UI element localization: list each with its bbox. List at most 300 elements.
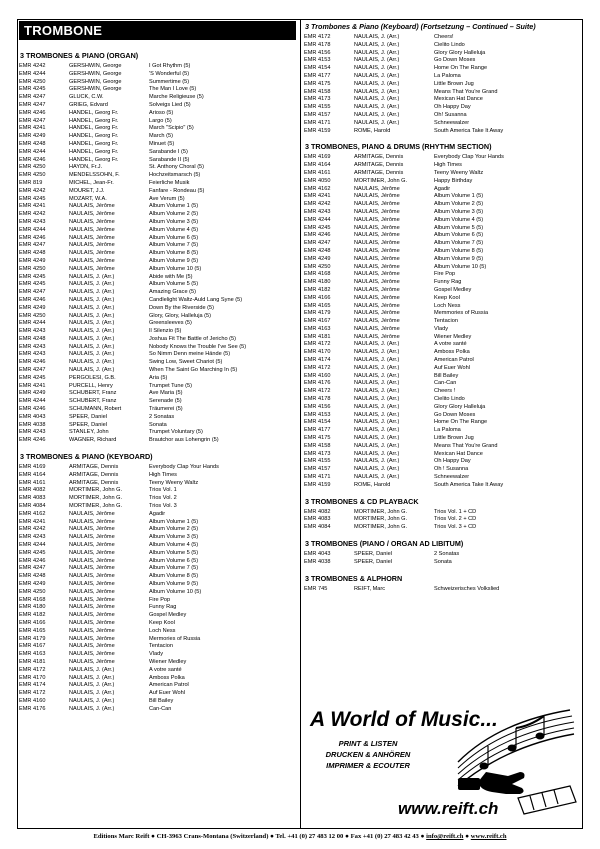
work-title: Album Volume 10 (5): [149, 588, 202, 595]
catalog-number: EMR 4245: [19, 549, 46, 556]
catalog-row: [19, 196, 296, 204]
catalog-row: [19, 651, 296, 659]
work-title: Album Volume 9 (5): [149, 581, 199, 587]
catalog-number: EMR 4180: [19, 604, 46, 611]
composer-name: NAULAIS, Jérôme: [69, 250, 115, 257]
work-title: Auf Euer Wohl: [149, 690, 185, 697]
composer-name: NAULAIS, J. (Arr.): [69, 351, 115, 358]
catalog-row: [304, 209, 581, 217]
composer-name: NAULAIS, Jérôme: [69, 635, 115, 642]
catalog-number: EMR 4171: [304, 474, 331, 481]
catalog-number: EMR 4162: [19, 510, 46, 517]
catalog-row: [304, 264, 581, 272]
catalog-number: EMR 4244: [304, 216, 331, 223]
work-title: Trios Vol. 3: [149, 503, 177, 510]
catalog-row: [19, 86, 296, 94]
work-title: Go Down Moses: [434, 57, 476, 64]
catalog-row: [304, 365, 581, 373]
work-title: Funny Rag: [149, 604, 177, 611]
catalog-row: [19, 604, 296, 612]
work-title: South America Take It Away: [434, 127, 504, 134]
catalog-row: [19, 149, 296, 157]
catalog-number: EMR 4172: [304, 34, 331, 40]
work-title: Gospel Medley: [434, 286, 472, 293]
composer-name: NAULAIS, J. (Arr.): [69, 674, 115, 681]
composer-name: NAULAIS, J. (Arr.): [354, 57, 400, 64]
catalog-number: EMR 4178: [304, 41, 331, 48]
composer-name: SPEER, Daniel: [354, 551, 392, 558]
catalog-row: [19, 620, 296, 628]
work-title: Album Volume 4 (5): [149, 542, 199, 549]
composer-name: NAULAIS, J. (Arr.): [354, 119, 400, 126]
work-title: Album Volume 8 (5): [434, 247, 484, 254]
catalog-number: EMR 4084: [304, 524, 331, 531]
catalog-row: [304, 458, 581, 466]
catalog-row: [304, 326, 581, 334]
work-title: Aria (5): [149, 374, 168, 381]
catalog-number: EMR 4247: [304, 240, 331, 247]
catalog-row: [304, 396, 581, 404]
catalog-row: [19, 328, 296, 336]
work-title: Oh Happy Day: [434, 458, 471, 465]
catalog-number: EMR 4172: [19, 666, 46, 673]
composer-name: SPEER, Daniel: [69, 421, 107, 428]
catalog-number: EMR 4242: [19, 187, 46, 194]
catalog-number: EMR 4243: [19, 351, 46, 358]
catalog-number: EMR 4250: [304, 263, 331, 270]
section-title: 3 TROMBONES, PIANO & DRUMS (RHYTHM SECTION): [305, 142, 492, 152]
composer-name: ARMITAGE, Dennis: [354, 162, 404, 169]
work-title: March "Scipio" (5): [149, 125, 194, 132]
catalog-row: [304, 412, 581, 420]
composer-name: NAULAIS, Jérôme: [69, 651, 115, 658]
cursor-hand-icon: [458, 772, 525, 794]
catalog-number: EMR 4158: [304, 88, 331, 95]
composer-name: MORTIMER, John G.: [354, 516, 408, 523]
right-column: [304, 21, 581, 600]
catalog-number: EMR 4173: [304, 450, 331, 457]
catalog-number: EMR 4246: [19, 234, 46, 241]
catalog-row: [304, 524, 581, 532]
catalog-number: EMR 4161: [19, 479, 46, 486]
reift-logo[interactable]: [308, 702, 578, 826]
catalog-number: EMR 4038: [304, 558, 331, 565]
work-title: Amboss Polka: [149, 674, 185, 681]
catalog-number: EMR 4161: [304, 169, 331, 176]
work-title: Marche Religieuse (5): [149, 94, 204, 101]
work-title: South America Take It Away: [434, 481, 504, 488]
composer-name: NAULAIS, J. (Arr.): [354, 364, 400, 371]
catalog-row: [19, 320, 296, 328]
catalog-number: EMR 4172: [304, 388, 331, 395]
catalog-number: EMR 4248: [304, 247, 331, 254]
work-title: Fire Pop: [434, 271, 456, 278]
footer-email-link[interactable]: info@reift.ch: [426, 833, 464, 840]
composer-name: NAULAIS, Jérôme: [354, 201, 400, 208]
work-title: When The Saint Go Marching In (5): [149, 367, 238, 374]
work-title: Vlady: [149, 651, 163, 658]
catalog-number: EMR 819: [19, 179, 43, 186]
catalog-row: [304, 318, 581, 326]
work-title: Mexican Hat Dance: [434, 96, 483, 103]
catalog-number: EMR 4246: [19, 109, 46, 116]
catalog-row: [19, 313, 296, 321]
work-title: Trios Vol. 2: [149, 495, 177, 502]
work-title: Hochzeitsmarsch (5): [149, 172, 201, 179]
catalog-number: EMR 4162: [304, 185, 331, 192]
composer-name: HÄNDEL, Georg Fr.: [69, 125, 119, 132]
catalog-row: [19, 141, 296, 149]
catalog-row: [304, 380, 581, 388]
work-title: Album Volume 2 (5): [149, 211, 199, 218]
catalog-row: [304, 50, 581, 58]
work-title: Means That You're Grand: [434, 442, 498, 449]
work-title: Album Volume 1 (5): [434, 193, 484, 200]
catalog-number: EMR 4172: [19, 690, 46, 697]
catalog-row: [19, 351, 296, 359]
work-title: Can-Can: [149, 705, 172, 712]
composer-name: NAULAIS, J. (Arr.): [69, 359, 115, 366]
catalog-number: EMR 4243: [19, 429, 46, 436]
catalog-number: EMR 4176: [19, 705, 46, 712]
composer-name: NAULAIS, Jérôme: [69, 549, 115, 556]
work-title: Album Volume 4 (5): [149, 226, 199, 233]
catalog-number: EMR 4242: [19, 63, 46, 69]
catalog-row: [19, 110, 296, 118]
work-title: Schweizerisches Volkslied: [434, 585, 500, 592]
work-title: Minuet (5): [149, 140, 175, 147]
work-title: Ave Maria (5): [149, 390, 183, 397]
catalog-number: EMR 4175: [304, 80, 331, 87]
section-title: 3 TROMBONES & ALPHORN: [305, 573, 403, 583]
catalog-number: EMR 4153: [304, 57, 331, 64]
work-title: Album Volume 10 (5): [149, 265, 202, 272]
work-title: Gospel Medley: [149, 612, 187, 619]
catalog-number: EMR 4246: [19, 359, 46, 366]
logo-line-1: PRINT & LISTEN: [338, 739, 398, 748]
composer-name: NAULAIS, Jérôme: [69, 234, 115, 241]
catalog-number: EMR 4154: [304, 65, 331, 72]
catalog-number: EMR 4249: [19, 304, 46, 311]
catalog-number: EMR 4174: [19, 682, 46, 689]
composer-name: NAULAIS, J. (Arr.): [354, 411, 400, 418]
work-title: La Paloma: [434, 72, 461, 79]
work-title: Vlady: [434, 325, 448, 332]
logo-graphic: [308, 702, 578, 826]
catalog-number: EMR 4249: [19, 257, 46, 264]
work-title: Home On The Range: [434, 419, 488, 426]
work-title: Album Volume 2 (5): [149, 526, 199, 533]
catalog-row: [19, 71, 296, 79]
catalog-row: [19, 79, 296, 87]
composer-name: REIFT, Marc: [354, 585, 386, 592]
catalog-row: [19, 219, 296, 227]
work-title: Keep Kool: [434, 294, 460, 301]
work-title: Album Volume 8 (5): [149, 573, 199, 580]
catalog-row: [19, 698, 296, 706]
catalog-row: [19, 367, 296, 375]
catalog-number: EMR 4164: [19, 471, 46, 478]
catalog-number: EMR 4246: [19, 557, 46, 564]
work-title: Down By the Riverside (5): [149, 304, 214, 311]
work-title: Happy Birthday: [434, 177, 473, 184]
catalog-number: EMR 4247: [19, 367, 46, 374]
composer-name: NAULAIS, Jérôme: [69, 542, 115, 549]
catalog-row: [19, 480, 296, 488]
composer-name: NAULAIS, Jérôme: [354, 333, 400, 340]
catalog-number: EMR 4043: [19, 413, 46, 420]
catalog-row: [304, 201, 581, 209]
catalog-number: EMR 4250: [19, 164, 46, 171]
work-title: Album Volume 8 (5): [149, 250, 199, 257]
catalog-row: [19, 398, 296, 406]
composer-name: NAULAIS, Jérôme: [354, 208, 400, 215]
catalog-row: [304, 427, 581, 435]
catalog-number: EMR 4083: [19, 495, 46, 502]
catalog-row: [19, 406, 296, 414]
catalog-number: EMR 4157: [304, 466, 331, 473]
catalog-number: EMR 4247: [19, 94, 46, 101]
composer-name: NAULAIS, J. (Arr.): [354, 80, 400, 87]
footer-separator: ●: [463, 833, 471, 840]
catalog-row: [19, 242, 296, 250]
composer-name: NAULAIS, J. (Arr.): [354, 49, 400, 56]
work-title: American Patrol: [149, 682, 189, 689]
composer-name: NAULAIS, J. (Arr.): [354, 65, 400, 72]
catalog-number: EMR 4175: [304, 435, 331, 442]
work-title: Solveigs Lied (5): [149, 101, 191, 108]
catalog-number: EMR 4156: [304, 403, 331, 410]
composer-name: NAULAIS, J. (Arr.): [354, 435, 400, 442]
work-title: Trios Vol. 2 + CD: [434, 516, 477, 523]
catalog-row: [19, 659, 296, 667]
work-title: Swing Low, Sweet Chariot (5): [149, 359, 223, 366]
catalog-row: [304, 57, 581, 65]
work-title: Cielito Lindo: [434, 41, 465, 48]
catalog-number: EMR 4153: [304, 411, 331, 418]
composer-name: GERSHWIN, George: [69, 70, 122, 77]
composer-name: NAULAIS, Jérôme: [354, 240, 400, 247]
catalog-row: [19, 690, 296, 698]
catalog-row: [19, 422, 296, 430]
catalog-row: [304, 474, 581, 482]
composer-name: NAULAIS, Jérôme: [69, 643, 115, 650]
composer-name: MORTIMER, John G.: [354, 177, 408, 184]
composer-name: NAULAIS, Jérôme: [354, 224, 400, 231]
composer-name: ROME, Harold: [354, 127, 391, 134]
work-title: Bill Bailey: [434, 372, 459, 379]
section-title: 3 Trombones & Piano (Keyboard) (Fortsetzung – Continued – Suite): [305, 22, 536, 31]
catalog-number: EMR 4181: [304, 333, 331, 340]
composer-name: NAULAIS, Jérôme: [354, 216, 400, 223]
composer-name: NAULAIS, J. (Arr.): [354, 34, 400, 40]
composer-name: SCHUMANN, Robert: [69, 406, 122, 413]
catalog-row: [19, 573, 296, 581]
left-column: [19, 21, 296, 721]
composer-name: NAULAIS, J. (Arr.): [69, 296, 115, 303]
work-title: Träumerei (5): [149, 406, 183, 413]
work-title: Nobody Knows the Trouble I've See (5): [149, 343, 247, 350]
catalog-row: [19, 675, 296, 683]
work-title: Sarabande I (5): [149, 148, 188, 155]
catalog-number: EMR 4243: [19, 328, 46, 335]
composer-name: HÄNDEL, Georg Fr.: [69, 148, 119, 155]
catalog-number: EMR 4243: [19, 534, 46, 541]
composer-name: NAULAIS, J. (Arr.): [69, 335, 115, 342]
composer-name: ARMITAGE, Dennis: [69, 464, 119, 471]
catalog-section: [304, 574, 581, 594]
catalog-number: EMR 4247: [19, 289, 46, 296]
composer-name: NAULAIS, Jérôme: [69, 510, 115, 517]
work-title: Schneewalzer: [434, 119, 470, 126]
catalog-row: [304, 509, 581, 517]
catalog-row: [304, 303, 581, 311]
composer-name: GLUCK, C.W.: [69, 94, 104, 101]
work-title: Album Volume 9 (5): [434, 255, 484, 262]
catalog-row: [19, 250, 296, 258]
composer-name: NAULAIS, J. (Arr.): [354, 88, 400, 95]
catalog-row: [304, 279, 581, 287]
catalog-row: [304, 112, 581, 120]
catalog-number: EMR 4243: [19, 218, 46, 225]
work-title: 2 Sonatas: [149, 413, 175, 420]
catalog-row: [19, 429, 296, 437]
composer-name: ARMITAGE, Dennis: [69, 471, 119, 478]
composer-name: NAULAIS, J. (Arr.): [69, 289, 115, 296]
composer-name: NAULAIS, Jérôme: [354, 286, 400, 293]
composer-name: NAULAIS, J. (Arr.): [354, 427, 400, 434]
composer-name: NAULAIS, Jérôme: [69, 596, 115, 603]
work-title: Summertime (5): [149, 78, 190, 85]
catalog-row: [19, 297, 296, 305]
catalog-row: [304, 310, 581, 318]
catalog-row: [304, 240, 581, 248]
catalog-number: EMR 4043: [304, 551, 331, 558]
catalog-number: EMR 4250: [19, 588, 46, 595]
catalog-number: EMR 4249: [19, 390, 46, 397]
catalog-row: [304, 287, 581, 295]
catalog-row: [19, 464, 296, 472]
catalog-number: EMR 4169: [304, 154, 331, 161]
catalog-row: [19, 344, 296, 352]
page-title: TROMBONE: [19, 21, 296, 40]
composer-name: NAULAIS, Jérôme: [354, 279, 400, 286]
section-title: 3 TROMBONES & CD PLAYBACK: [305, 496, 419, 506]
work-title: Amboss Polka: [434, 349, 470, 356]
catalog-number: EMR 4159: [304, 127, 331, 134]
catalog-row: [304, 170, 581, 178]
catalog-row: [304, 96, 581, 104]
composer-name: NAULAIS, J. (Arr.): [354, 388, 400, 395]
catalog-number: EMR 4177: [304, 72, 331, 79]
work-title: A votre santé: [434, 341, 467, 348]
composer-name: NAULAIS, J. (Arr.): [354, 450, 400, 457]
work-title: Album Volume 6 (5): [149, 557, 199, 564]
catalog-number: EMR 4181: [19, 658, 46, 665]
catalog-number: EMR 4180: [304, 279, 331, 286]
catalog-row: [19, 503, 296, 511]
work-title: Tentacion: [434, 318, 458, 325]
catalog-row: [19, 102, 296, 110]
catalog-row: [304, 373, 581, 381]
catalog-number: EMR 4242: [304, 201, 331, 208]
catalog-row: [19, 125, 296, 133]
catalog-number: EMR 4082: [19, 487, 46, 494]
composer-name: MORTIMER, John G.: [354, 524, 408, 531]
work-title: Means That You're Grand: [434, 88, 498, 95]
work-title: Go Down Moses: [434, 411, 476, 418]
composer-name: SPEER, Daniel: [69, 413, 107, 420]
catalog-row: [19, 628, 296, 636]
work-title: Album Volume 3 (5): [149, 218, 199, 225]
catalog-row: [19, 227, 296, 235]
catalog-row: [304, 89, 581, 97]
catalog-number: EMR 4246: [19, 156, 46, 163]
composer-name: NAULAIS, Jérôme: [69, 226, 115, 233]
footer: [0, 833, 600, 840]
composer-name: GERSHWIN, George: [69, 78, 122, 85]
catalog-row: [19, 258, 296, 266]
work-title: Cielito Lindo: [434, 396, 465, 403]
composer-name: NAULAIS, Jérôme: [69, 581, 115, 587]
composer-name: NAULAIS, J. (Arr.): [354, 396, 400, 403]
catalog-section: [19, 452, 296, 714]
catalog-section: [19, 51, 296, 445]
catalog-number: EMR 4242: [19, 526, 46, 533]
catalog-row: [304, 225, 581, 233]
logo-url: www.reift.ch: [398, 799, 499, 818]
work-title: Tentacion: [149, 643, 173, 650]
work-title: Album Volume 7 (5): [149, 242, 199, 249]
work-title: Album Volume 3 (5): [434, 208, 484, 215]
catalog-number: EMR 4249: [19, 581, 46, 587]
work-title: Loch Ness: [434, 302, 461, 309]
composer-name: NAULAIS, Jérôme: [69, 658, 115, 665]
composer-name: NAULAIS, Jérôme: [69, 534, 115, 541]
catalog-number: EMR 4167: [304, 318, 331, 325]
section-title: 3 TROMBONES & PIANO (ORGAN): [20, 51, 139, 60]
work-title: High Times: [434, 162, 462, 169]
work-title: Trios Vol. 3 + CD: [434, 524, 477, 531]
catalog-row: [304, 435, 581, 443]
catalog-row: [19, 281, 296, 289]
composer-name: HAYDN, Fr.J.: [69, 164, 103, 171]
work-title: Album Volume 5 (5): [434, 224, 484, 231]
work-title: Album Volume 1 (5): [149, 203, 199, 210]
catalog-number: EMR 4159: [304, 481, 331, 488]
logo-headline: A World of Music...: [310, 708, 498, 731]
catalog-row: [19, 133, 296, 141]
composer-name: NAULAIS, Jérôme: [354, 310, 400, 317]
composer-name: NAULAIS, J. (Arr.): [354, 104, 400, 111]
composer-name: NAULAIS, J. (Arr.): [69, 690, 115, 697]
work-title: Wiener Medley: [434, 333, 472, 340]
catalog-number: EMR 4182: [19, 612, 46, 619]
catalog-number: EMR 4166: [19, 619, 46, 626]
composer-name: NAULAIS, Jérôme: [69, 612, 115, 619]
composer-name: HÄNDEL, Georg Fr.: [69, 140, 119, 147]
work-title: Glory Glory Halleluja: [434, 403, 486, 410]
work-title: 'S Wonderful (5): [149, 70, 190, 77]
work-title: St. Anthony Choral (5): [149, 164, 205, 171]
catalog-number: EMR 4250: [19, 265, 46, 272]
catalog-row: [19, 274, 296, 282]
footer-web-link[interactable]: www.reift.ch: [470, 833, 507, 840]
work-title: Oh! Susanna: [434, 111, 467, 118]
catalog-number: EMR 4246: [19, 406, 46, 413]
catalog-row: [304, 271, 581, 279]
catalog-number: EMR 4163: [304, 325, 331, 332]
